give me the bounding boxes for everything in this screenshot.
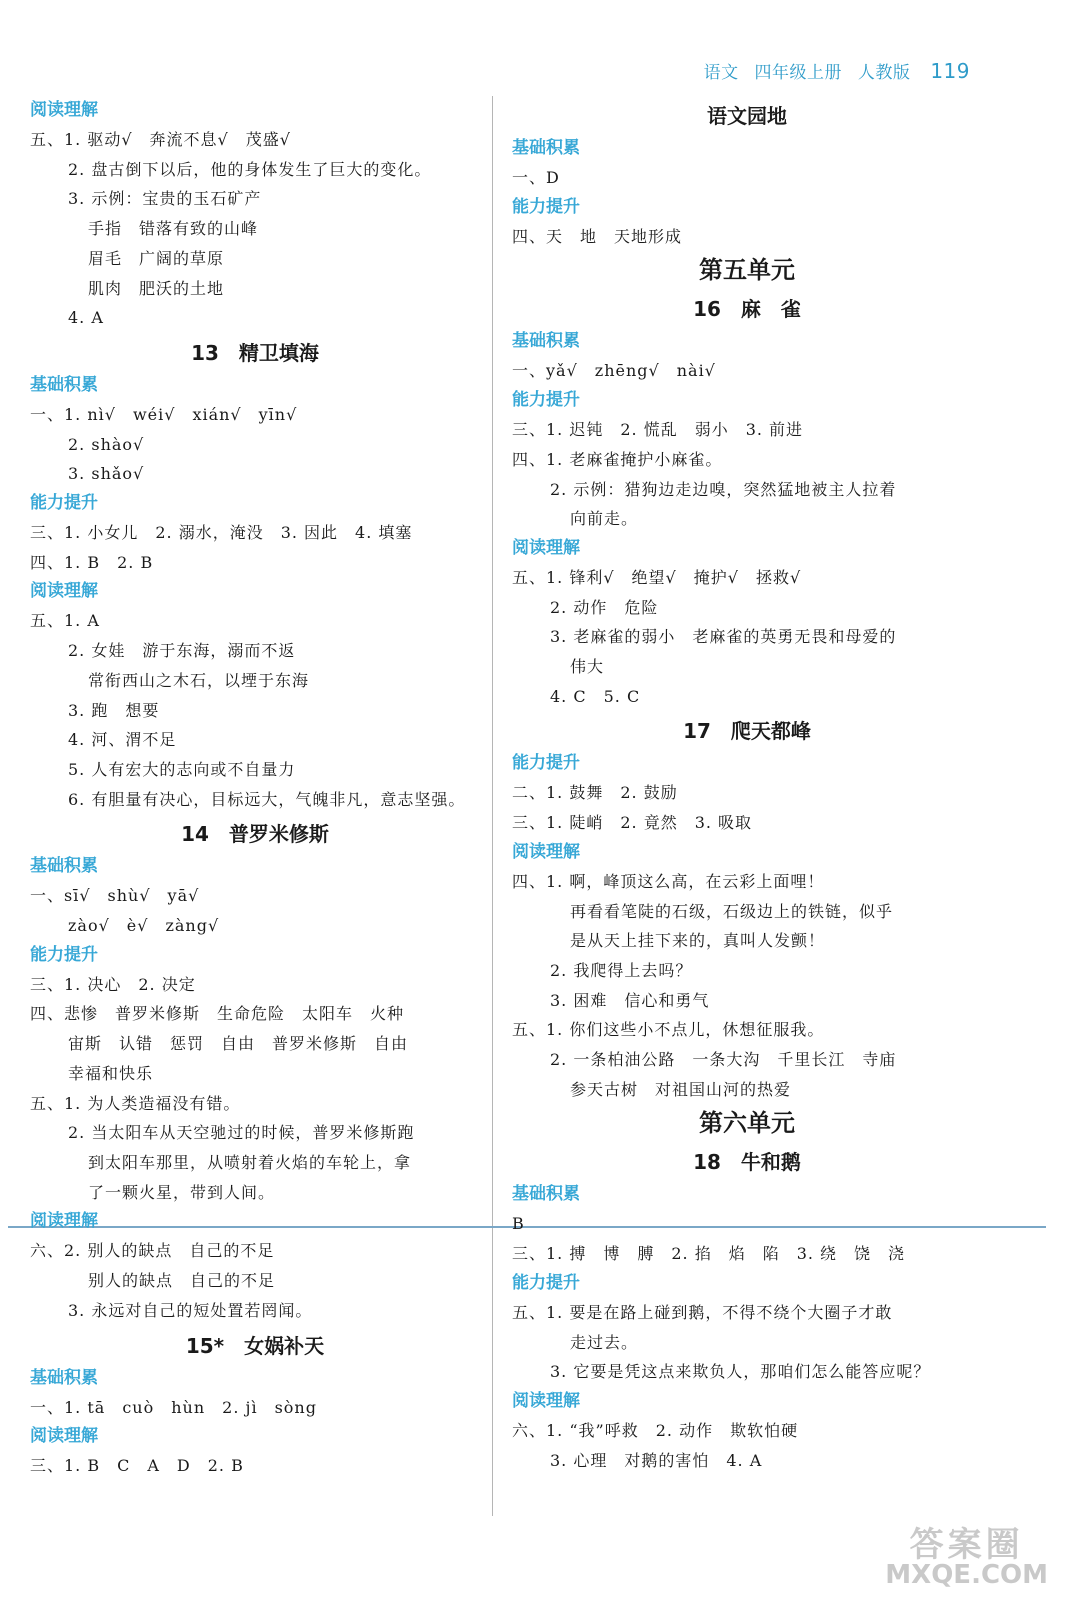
answer-line: 到太阳车那里，从喷射着火焰的车轮上，拿	[88, 1152, 412, 1172]
answer-line: 3. 跑 想要	[68, 700, 160, 720]
answer-line: 4. 河、渭不足	[68, 730, 177, 750]
answer-line: 2. 盘古倒下以后，他的身体发生了巨大的变化。	[68, 159, 432, 179]
section-heading: 能力提升	[30, 493, 98, 514]
answer-line: 3. shǎo√	[68, 464, 145, 484]
section-heading: 阅读理解	[30, 1426, 98, 1447]
answer-line: 6. 有胆量有决心，目标远大，气魄非凡，意志坚强。	[68, 789, 466, 809]
answer-line: 四、1. 啊，峰顶这么高，在云彩上面哩！	[512, 871, 825, 891]
lesson-title: 18 牛和鹅	[693, 1150, 801, 1175]
answer-line: 五、1. 为人类造福没有错。	[30, 1093, 241, 1113]
answer-line: 5. 人有宏大的志向或不自量力	[68, 759, 296, 779]
answer-line: 是从天上挂下来的，真叫人发颤！	[570, 931, 826, 951]
right-column	[512, 96, 982, 1600]
answer-line: 六、2. 别人的缺点 自己的不足	[30, 1241, 275, 1261]
answer-line: 三、1. 决心 2. 决定	[30, 974, 196, 994]
section-heading: 阅读理解	[30, 100, 98, 120]
section-heading: 基础积累	[512, 138, 580, 158]
answer-line: zào√ è√ zàng√	[68, 916, 220, 936]
section-heading: 阅读理解	[512, 1390, 580, 1411]
answer-line: 五、1. 锋利√ 绝望√ 掩护√ 拯救√	[512, 567, 802, 587]
answer-line: 2. 女娃 游于东海，溺而不返	[68, 641, 296, 661]
section-heading: 能力提升	[512, 390, 580, 411]
answer-line: 伟大	[570, 657, 605, 677]
answer-line: 参天古树 对祖国山河的热爱	[570, 1079, 792, 1099]
answer-line: 手指 错落有致的山峰	[88, 219, 259, 239]
section-heading: 基础积累	[512, 1184, 580, 1205]
answer-line: 3. 心理 对鹅的害怕 4. A	[550, 1450, 763, 1470]
answer-line: 肌肉 肥沃的土地	[88, 278, 225, 298]
section-heading: 基础积累	[512, 331, 580, 352]
lesson-title: 语文园地	[707, 104, 787, 128]
watermark-logo	[885, 1525, 1048, 1590]
answer-line: 五、1. 你们这些小不点儿，休想征服我。	[512, 1020, 825, 1040]
answer-line: 3. 它要是凭这点来欺负人，那咱们怎么能答应呢？	[550, 1362, 931, 1382]
answer-line: 常衔西山之木石，以堙于东海	[88, 670, 310, 690]
lesson-title: 15* 女娲补天	[185, 1333, 325, 1358]
answer-line: 别人的缺点 自己的不足	[88, 1271, 276, 1291]
answer-line: 四、1. B 2. B	[30, 552, 154, 572]
answer-line: 五、1. 要是在路上碰到鹅，不得不绕个大圈子才敢	[512, 1302, 893, 1322]
answer-line: B	[512, 1214, 525, 1234]
answer-line: 向前走。	[570, 509, 639, 529]
answer-line: 三、1. 陡峭 2. 竟然 3. 吸取	[512, 813, 753, 833]
page-number: 119	[930, 59, 970, 83]
answer-line: 4. C 5. C	[550, 686, 641, 706]
lesson-title: 17 爬天都峰	[683, 719, 811, 744]
answer-line: 一、D	[512, 168, 560, 187]
answer-line: 2. 示例：猎狗边走边嗅，突然猛地被主人拉着	[550, 479, 897, 499]
lesson-title: 14 普罗米修斯	[181, 822, 329, 847]
answer-line: 眉毛 广阔的草原	[88, 248, 225, 268]
answer-line: 走过去。	[570, 1332, 639, 1352]
header-subject: 语文	[703, 63, 739, 83]
answer-line: 了一颗火星，带到人间。	[88, 1182, 276, 1202]
answer-line: 3. 永远对自己的短处置若罔闻。	[68, 1300, 313, 1320]
answer-line: 2. shào√	[68, 434, 145, 454]
answer-line: 2. 一条柏油公路 一条大沟 千里长江 寺庙	[550, 1050, 897, 1070]
answer-line: 再看看笔陡的石级，石级边上的铁链，似乎	[570, 901, 894, 921]
section-heading: 能力提升	[512, 196, 580, 217]
answer-line: 2. 当太阳车从天空驰过的时候，普罗米修斯跑	[68, 1123, 415, 1143]
section-heading: 阅读理解	[512, 537, 580, 558]
lesson-title: 13 精卫填海	[191, 340, 319, 365]
answer-line: 一、1. tā cuò hùn 2. jì sòng	[30, 1397, 317, 1417]
answer-line: 五、1. A	[30, 611, 100, 631]
section-heading: 基础积累	[30, 856, 98, 877]
answer-line: 3. 困难 信心和勇气	[550, 990, 710, 1010]
lesson-title: 16 麻 雀	[693, 297, 801, 322]
section-heading: 基础积累	[30, 374, 98, 395]
watermark-url: MXQE.COM	[885, 1560, 1048, 1590]
section-heading: 阅读理解	[30, 1211, 98, 1232]
answer-line: 2. 我爬得上去吗？	[550, 960, 693, 980]
section-heading: 能力提升	[512, 753, 580, 774]
answer-line: 三、1. 迟钝 2. 慌乱 弱小 3. 前进	[512, 420, 804, 440]
unit-title: 第六单元	[699, 1109, 795, 1138]
answer-line: 2. 动作 危险	[550, 597, 659, 617]
answer-line: 一、1. nì√ wéi√ xián√ yīn√	[30, 404, 298, 424]
answer-line: 4. A	[68, 308, 104, 328]
answer-line: 二、1. 鼓舞 2. 鼓励	[512, 783, 678, 803]
answer-line: 宙斯 认错 惩罚 自由 普罗米修斯 自由	[68, 1034, 409, 1054]
answer-line: 四、悲惨 普罗米修斯 生命危险 太阳车 火种	[30, 1004, 405, 1024]
left-column	[30, 96, 480, 1600]
unit-title: 第五单元	[699, 256, 795, 285]
answer-line: 五、1. 驱动√ 奔流不息√ 茂盛√	[30, 130, 291, 149]
header-edition: 人教版	[857, 63, 911, 83]
answer-line: 3. 示例：宝贵的玉石矿产	[68, 189, 262, 209]
header-grade: 四年级上册	[754, 63, 842, 83]
answer-line: 一、sī√ shù√ yā√	[30, 886, 200, 906]
column-divider	[492, 96, 493, 1516]
section-heading: 阅读理解	[512, 841, 580, 862]
section-heading: 阅读理解	[30, 581, 98, 602]
answer-line: 幸福和快乐	[68, 1063, 154, 1083]
answer-line: 四、天 地 天地形成	[512, 226, 683, 246]
watermark-text: 答案圈	[909, 1525, 1024, 1565]
section-heading: 基础积累	[30, 1367, 98, 1388]
answer-line: 三、1. B C A D 2. B	[30, 1456, 244, 1476]
answer-line: 六、1. “我”呼救 2. 动作 欺软怕硬	[512, 1420, 799, 1440]
section-heading: 能力提升	[512, 1272, 580, 1293]
answer-line: 四、1. 老麻雀掩护小麻雀。	[512, 449, 723, 469]
answer-line: 三、1. 搏 博 膊 2. 掐 焰 陷 3. 绕 饶 浇	[512, 1244, 906, 1264]
page-header	[694, 58, 970, 83]
section-heading: 能力提升	[30, 944, 98, 965]
answer-line: 三、1. 小女儿 2. 溺水，淹没 3. 因此 4. 填塞	[30, 523, 413, 543]
answer-line: 一、yǎ√ zhēng√ nài√	[512, 361, 716, 381]
answer-line: 3. 老麻雀的弱小 老麻雀的英勇无畏和母爱的	[550, 627, 897, 647]
